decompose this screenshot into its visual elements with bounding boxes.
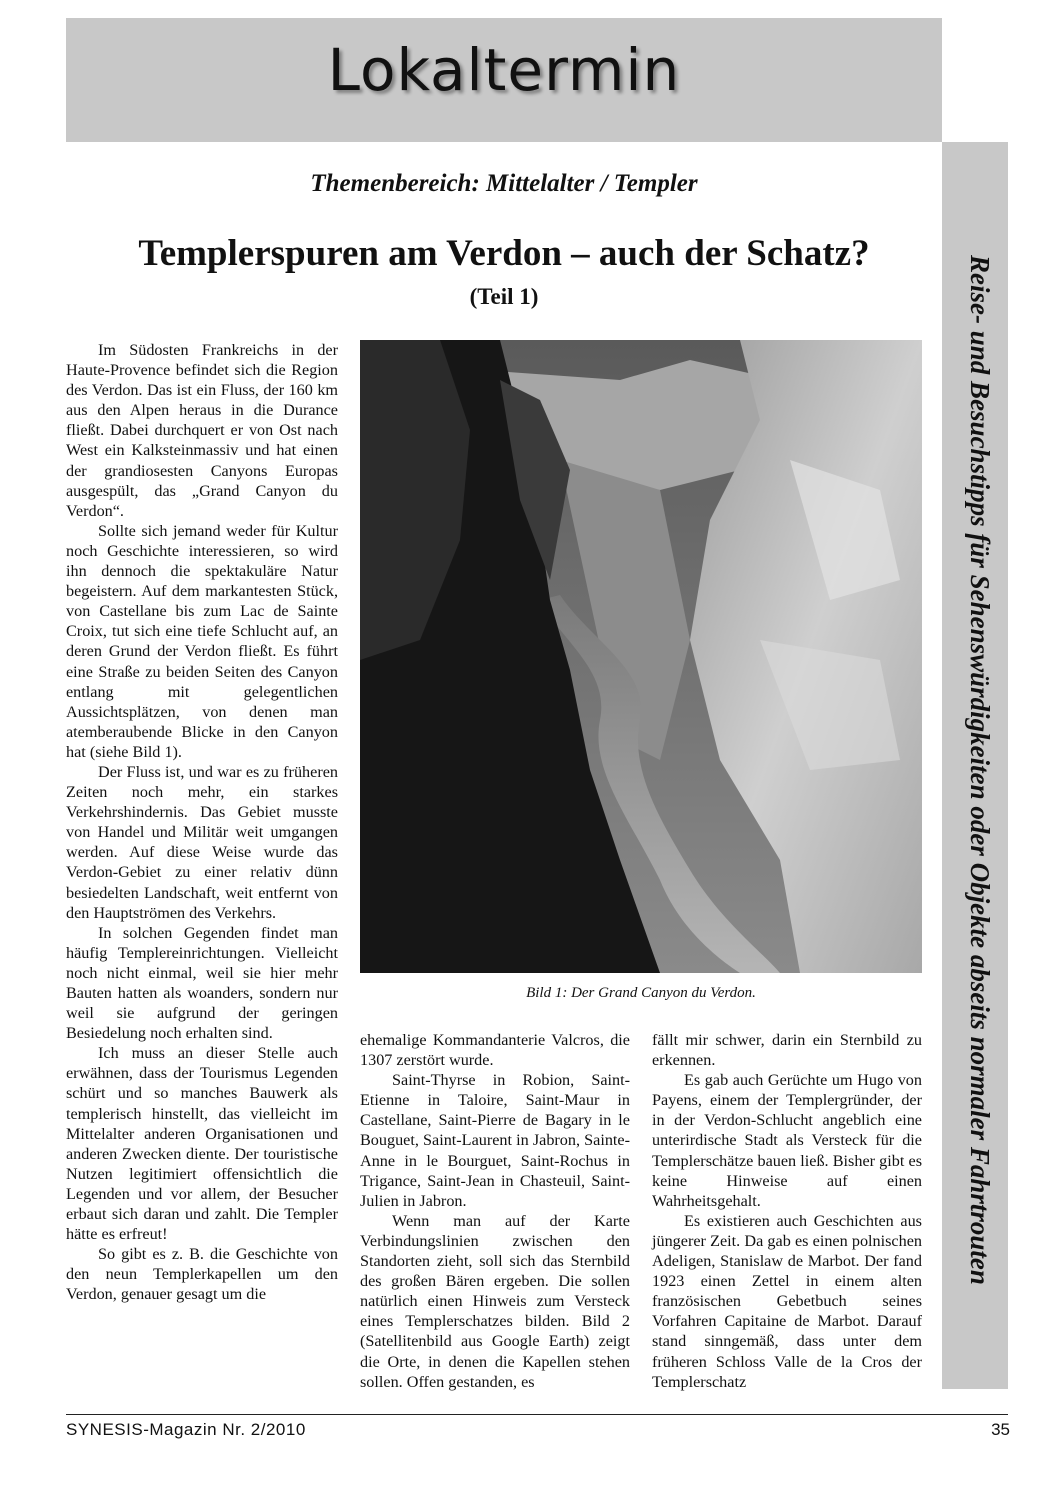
paragraph: Es gab auch Gerüchte um Hugo von Payens, einem der Templergründer, der in der Verdon-Schlucht angeblich eine unterirdische Stadt als Versteck für die Templerschätze bauen ließ. Bisher gibt es keine Hinweise auf einen Wahrheitsgehalt.	[652, 1071, 922, 1210]
article-title: Templerspuren am Verdon – auch der Schatz?	[138, 233, 870, 274]
paragraph: Saint-Thyrse in Robion, Saint-Etienne in Taloire, Saint-Maur in Castellane, Saint-Pierre de Bagary in le Bouguet, Saint-Laurent in Jabron, Sainte-Anne in le Bourguet, Saint-Rochus in Trigance, Saint-Jean in Chasteuil, Saint-Julien in Jabron.	[360, 1071, 630, 1210]
paragraph: Sollte sich jemand weder für Kultur noch Geschichte interessieren, so wird ihn dennoch die spektakuläre Natur begeistern. Auf dem markantesten Stück, von Castellane bis zum Lac de Sainte Croix, tut sich eine tiefe Schlucht auf, an deren Grund der Verdon fließt. Es führt eine Straße zu beiden Seiten des Canyon entlang mit gelegentlichen Aussichtsplätzen, von denen man atemberaubende Blicke in den Canyon hat (siehe Bild 1).	[66, 521, 338, 761]
text-column-1	[66, 340, 338, 1305]
section-masthead: Lokaltermin	[327, 36, 681, 104]
paragraph: Der Fluss ist, und war es zu früheren Zeiten noch mehr, ein starkes Verkehrshindernis. Das Gebiet musste von Handel und Militär weit umgangen werden. Auf diese Weise wurde das Verdon-Gebiet zu einer relativ dünn besiedelten Landschaft, weit entfernt von den Hauptströmen des Verkehrs.	[66, 762, 338, 922]
page-number: 35	[991, 1420, 1010, 1439]
article-subtitle: (Teil 1)	[469, 284, 539, 309]
footer-divider	[66, 1414, 1008, 1415]
photo-caption: Bild 1: Der Grand Canyon du Verdon.	[526, 985, 756, 1001]
text-column-2	[360, 1030, 630, 1392]
paragraph: Es existieren auch Geschichten aus jüngerer Zeit. Da gab es einen polnischen Adeligen, Stanislaw de Marbot. Der fand 1923 einen Zettel in einem alten französischen Gebetbuch seines Vorfahren Capitaine de Marbot. Darauf stand sinngemäß, dass unter dem früheren Schloss Valle de la Cros der Templerschatz	[652, 1211, 922, 1391]
paragraph: Ich muss an dieser Stelle auch erwähnen, dass der Tourismus Legenden schürt und so manches Bauwerk als templerisch hinstellt, das vielleicht im Mittelalter anderen Organisationen und anderen Zwecken diente. Der touristische Nutzen legitimiert offensichtlich die Legenden und vor allem, der Besucher erbaut sich daran und zahlt. Die Templer hätte es erfreut!	[66, 1044, 338, 1244]
paragraph: Wenn man auf der Karte Verbindungslinien zwischen den Standorten zieht, soll sich das Sternbild des großen Bären ergeben. Die sollen natürlich einen Hinweis zum Versteck eines Templerschatzes bilden. Bild 2 (Satellitenbild aus Google Earth) zeigt die Orte, in denen die Kapellen stehen sollen. Offen gestanden, es	[360, 1211, 630, 1391]
paragraph: ehemalige Kommandanterie Valcros, die 1307 zerstört wurde.	[360, 1031, 630, 1070]
text-column-3	[652, 1030, 922, 1392]
paragraph: So gibt es z. B. die Geschichte von den neun Templerkapellen um den Verdon, genauer gesagt um die	[66, 1245, 338, 1304]
footer-magazine-issue: SYNESIS-Magazin Nr. 2/2010	[66, 1420, 306, 1439]
paragraph: In solchen Gegenden findet man häufig Templereinrichtungen. Vielleicht noch nicht einmal, weil sie hier mehr Bauten hatten als woanders, sondern nur weil sie aufgrund der geringen Besiedelung noch erhalten sind.	[66, 923, 338, 1043]
canyon-photo	[360, 340, 922, 973]
paragraph: Im Südosten Frankreichs in der Haute-Provence befindet sich die Region des Verdon. Das ist ein Fluss, der 160 km aus den Alpen heraus in die Durance fließt. Dabei durchquert er von Ost nach West ein Kalksteinmassiv und hat einen der grandiosesten Canyons Europas ausgespült, das „Grand Canyon du Verdon“.	[66, 341, 338, 520]
topic-line: Themenbereich: Mittelalter / Templer	[310, 170, 698, 197]
paragraph: fällt mir schwer, darin ein Sternbild zu erkennen.	[652, 1031, 922, 1070]
side-section-title: Reise- und Besuchstipps für Sehenswürdigkeiten oder Objekte abseits normaler Fahrtrouten	[965, 255, 995, 1285]
